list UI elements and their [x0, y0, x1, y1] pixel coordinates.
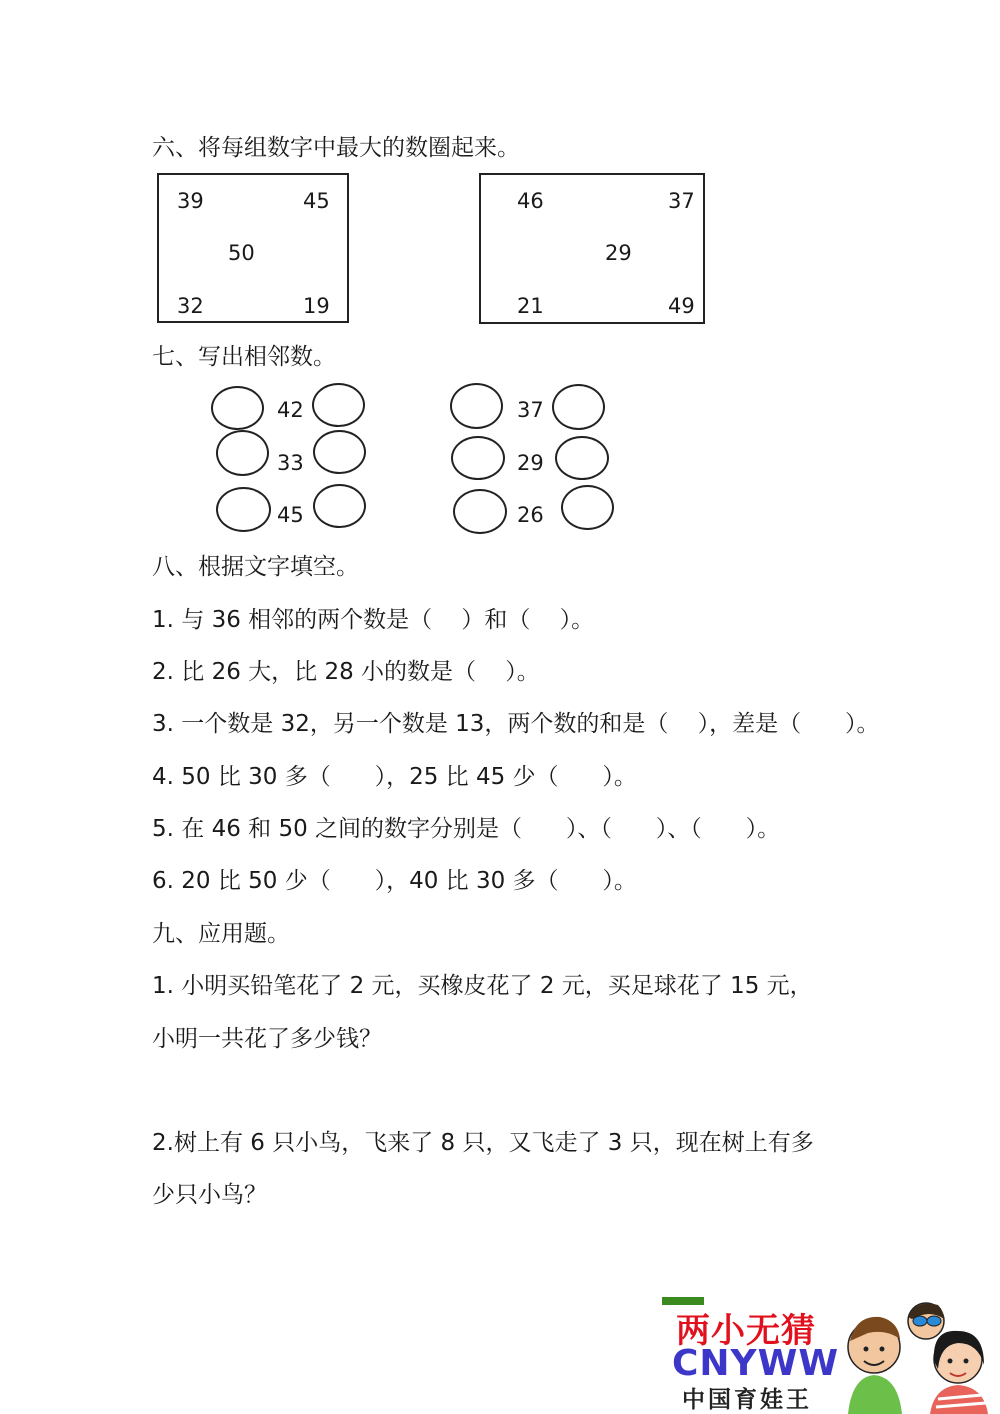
answer-oval[interactable]	[450, 383, 503, 429]
answer-oval[interactable]	[313, 484, 366, 528]
neighbor-number: 42	[277, 398, 304, 422]
answer-oval[interactable]	[216, 430, 269, 476]
answer-oval[interactable]	[312, 383, 365, 427]
brand-logo	[660, 1295, 1000, 1414]
answer-oval[interactable]	[451, 436, 505, 480]
word-problem-2-line-2: 少只小鸟？	[152, 1182, 267, 1208]
answer-oval[interactable]	[552, 384, 605, 430]
fill-blank-item-3[interactable]: 3. 一个数是 32，另一个数是 13，两个数的和是（ ），差是（ ）。	[152, 711, 880, 737]
answer-oval[interactable]	[216, 487, 271, 532]
fill-blank-item-5[interactable]: 5. 在 46 和 50 之间的数字分别是（ ）、（ ）、（ ）。	[152, 816, 781, 842]
answer-oval[interactable]	[555, 436, 609, 480]
fill-blank-item-4[interactable]: 4. 50 比 30 多（ ），25 比 45 少（ ）。	[152, 764, 637, 790]
box1-number-bottom-right[interactable]: 19	[303, 294, 330, 318]
answer-oval[interactable]	[453, 489, 507, 534]
box1-number-bottom-left[interactable]: 32	[177, 294, 204, 318]
box2-number-bottom-left[interactable]: 21	[517, 294, 544, 318]
fill-blank-item-1[interactable]: 1. 与 36 相邻的两个数是（ ）和（ ）。	[152, 607, 595, 633]
family-cartoon-icon	[846, 1299, 996, 1414]
box2-number-top-right[interactable]: 37	[668, 189, 695, 213]
answer-oval[interactable]	[313, 430, 366, 474]
answer-oval[interactable]	[561, 485, 614, 530]
neighbor-number: 37	[517, 398, 544, 422]
word-problem-1-line-1: 1. 小明买铅笔花了 2 元，买橡皮花了 2 元，买足球花了 15 元，	[152, 973, 813, 999]
answer-oval[interactable]	[211, 386, 264, 430]
word-problem-1-line-2: 小明一共花了多少钱？	[152, 1026, 382, 1052]
section-9-title: 九、应用题。	[152, 921, 290, 947]
neighbor-number: 45	[277, 503, 304, 527]
neighbor-number: 29	[517, 451, 544, 475]
box2-number-bottom-right[interactable]: 49	[668, 294, 695, 318]
logo-subtitle: CNYWW	[672, 1343, 840, 1384]
fill-blank-item-6[interactable]: 6. 20 比 50 少（ ），40 比 30 多（ ）。	[152, 868, 637, 894]
logo-title: 两小无猜	[676, 1311, 816, 1351]
box2-number-middle[interactable]: 29	[605, 241, 632, 265]
box1-number-middle[interactable]: 50	[228, 241, 255, 265]
neighbor-number: 26	[517, 503, 544, 527]
box1-number-top-right[interactable]: 45	[303, 189, 330, 213]
section-6-title: 六、将每组数字中最大的数圈起来。	[152, 135, 520, 161]
word-problem-2-line-1: 2.树上有 6 只小鸟，飞来了 8 只，又飞走了 3 只，现在树上有多	[152, 1130, 814, 1156]
logo-tagline: 中国育娃王	[682, 1387, 812, 1413]
section-7-title: 七、写出相邻数。	[152, 344, 336, 370]
section-8-title: 八、根据文字填空。	[152, 554, 359, 580]
fill-blank-item-2[interactable]: 2. 比 26 大，比 28 小的数是（ ）。	[152, 659, 540, 685]
box2-number-top-left[interactable]: 46	[517, 189, 544, 213]
box1-number-top-left[interactable]: 39	[177, 189, 204, 213]
neighbor-number: 33	[277, 451, 304, 475]
